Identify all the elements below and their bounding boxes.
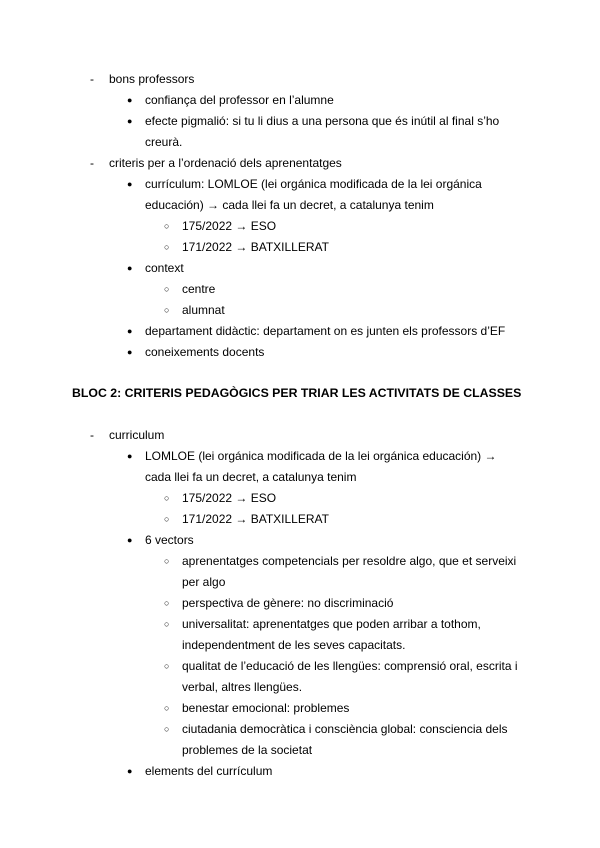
section-heading-bloc2: BLOC 2: CRITERIS PEDAGÒGICS PER TRIAR LES ACTIVITATS DE CLASSES <box>72 386 522 400</box>
list-item-curriculum-cont: educación) → cada llei fa un decret, a catalunya tenim <box>145 198 434 212</box>
dash-marker: - <box>90 156 94 170</box>
circle-marker: ○ <box>164 493 170 503</box>
list-item-decret-batx: 171/2022 → BATXILLERAT <box>182 240 329 254</box>
bullet-marker: ● <box>127 95 133 105</box>
list-item-decret-batx-b2: 171/2022 → BATXILLERAT <box>182 512 329 526</box>
list-item-departament: departament didàctic: departament on es junten els professors d’EF <box>145 324 506 338</box>
dash-marker: - <box>90 428 94 442</box>
circle-marker: ○ <box>164 598 170 608</box>
list-item-centre: centre <box>182 282 216 296</box>
dash-marker: - <box>90 72 94 86</box>
circle-marker: ○ <box>164 556 170 566</box>
list-item-vector-5: benestar emocional: problemes <box>182 701 350 715</box>
list-item-pigmalio-cont: creurà. <box>145 135 183 149</box>
bullet-marker: ● <box>127 263 133 273</box>
circle-marker: ○ <box>164 514 170 524</box>
circle-marker: ○ <box>164 284 170 294</box>
bullet-marker: ● <box>127 116 133 126</box>
bullet-marker: ● <box>127 451 133 461</box>
list-item-vector-1: aprenentatges competencials per resoldre algo, que et serveixi <box>182 554 517 568</box>
bullet-marker: ● <box>127 766 133 776</box>
list-item-coneixements: coneixements docents <box>145 345 265 359</box>
circle-marker: ○ <box>164 305 170 315</box>
list-item-bons-professors: bons professors <box>109 72 195 86</box>
list-item-vector-6: ciutadania democràtica i consciència global: consciencia dels <box>182 722 508 736</box>
list-item-criteris: criteris per a l’ordenació dels aprenentatges <box>109 156 342 170</box>
circle-marker: ○ <box>164 221 170 231</box>
bullet-marker: ● <box>127 326 133 336</box>
list-item-vector-1-cont: per algo <box>182 575 226 589</box>
bullet-marker: ● <box>127 179 133 189</box>
list-item-curriculum: currículum: LOMLOE (lei orgánica modificada de la lei orgánica <box>145 177 482 191</box>
list-item-lomloe-cont: cada llei fa un decret, a catalunya tenim <box>145 470 357 484</box>
circle-marker: ○ <box>164 242 170 252</box>
list-item-confianca: confiança del professor en l’alumne <box>145 93 334 107</box>
list-item-curriculum-b2: curriculum <box>109 428 165 442</box>
circle-marker: ○ <box>164 724 170 734</box>
list-item-lomloe: LOMLOE (lei orgánica modificada de la lei orgánica educación) → <box>145 449 497 463</box>
bullet-marker: ● <box>127 347 133 357</box>
list-item-alumnat: alumnat <box>182 303 225 317</box>
list-item-vector-4: qualitat de l’educació de les llengües: comprensió oral, escrita i <box>182 659 518 673</box>
list-item-vectors: 6 vectors <box>145 533 194 547</box>
circle-marker: ○ <box>164 661 170 671</box>
circle-marker: ○ <box>164 619 170 629</box>
bullet-marker: ● <box>127 535 133 545</box>
list-item-context: context <box>145 261 184 275</box>
list-item-vector-4-cont: verbal, altres llengües. <box>182 680 303 694</box>
list-item-vector-2: perspectiva de gènere: no discriminació <box>182 596 394 610</box>
list-item-decret-eso-b2: 175/2022 → ESO <box>182 491 277 505</box>
list-item-vector-6-cont: problemes de la societat <box>182 743 313 757</box>
list-item-decret-eso: 175/2022 → ESO <box>182 219 277 233</box>
list-item-vector-3-cont: independentment de les seves capacitats. <box>182 638 406 652</box>
list-item-pigmalio: efecte pigmalió: si tu li dius a una persona que és inútil al final s’ho <box>145 114 500 128</box>
circle-marker: ○ <box>164 703 170 713</box>
list-item-vector-3: universalitat: aprenentatges que poden arribar a tothom, <box>182 617 481 631</box>
list-item-elements: elements del currículum <box>145 764 273 778</box>
